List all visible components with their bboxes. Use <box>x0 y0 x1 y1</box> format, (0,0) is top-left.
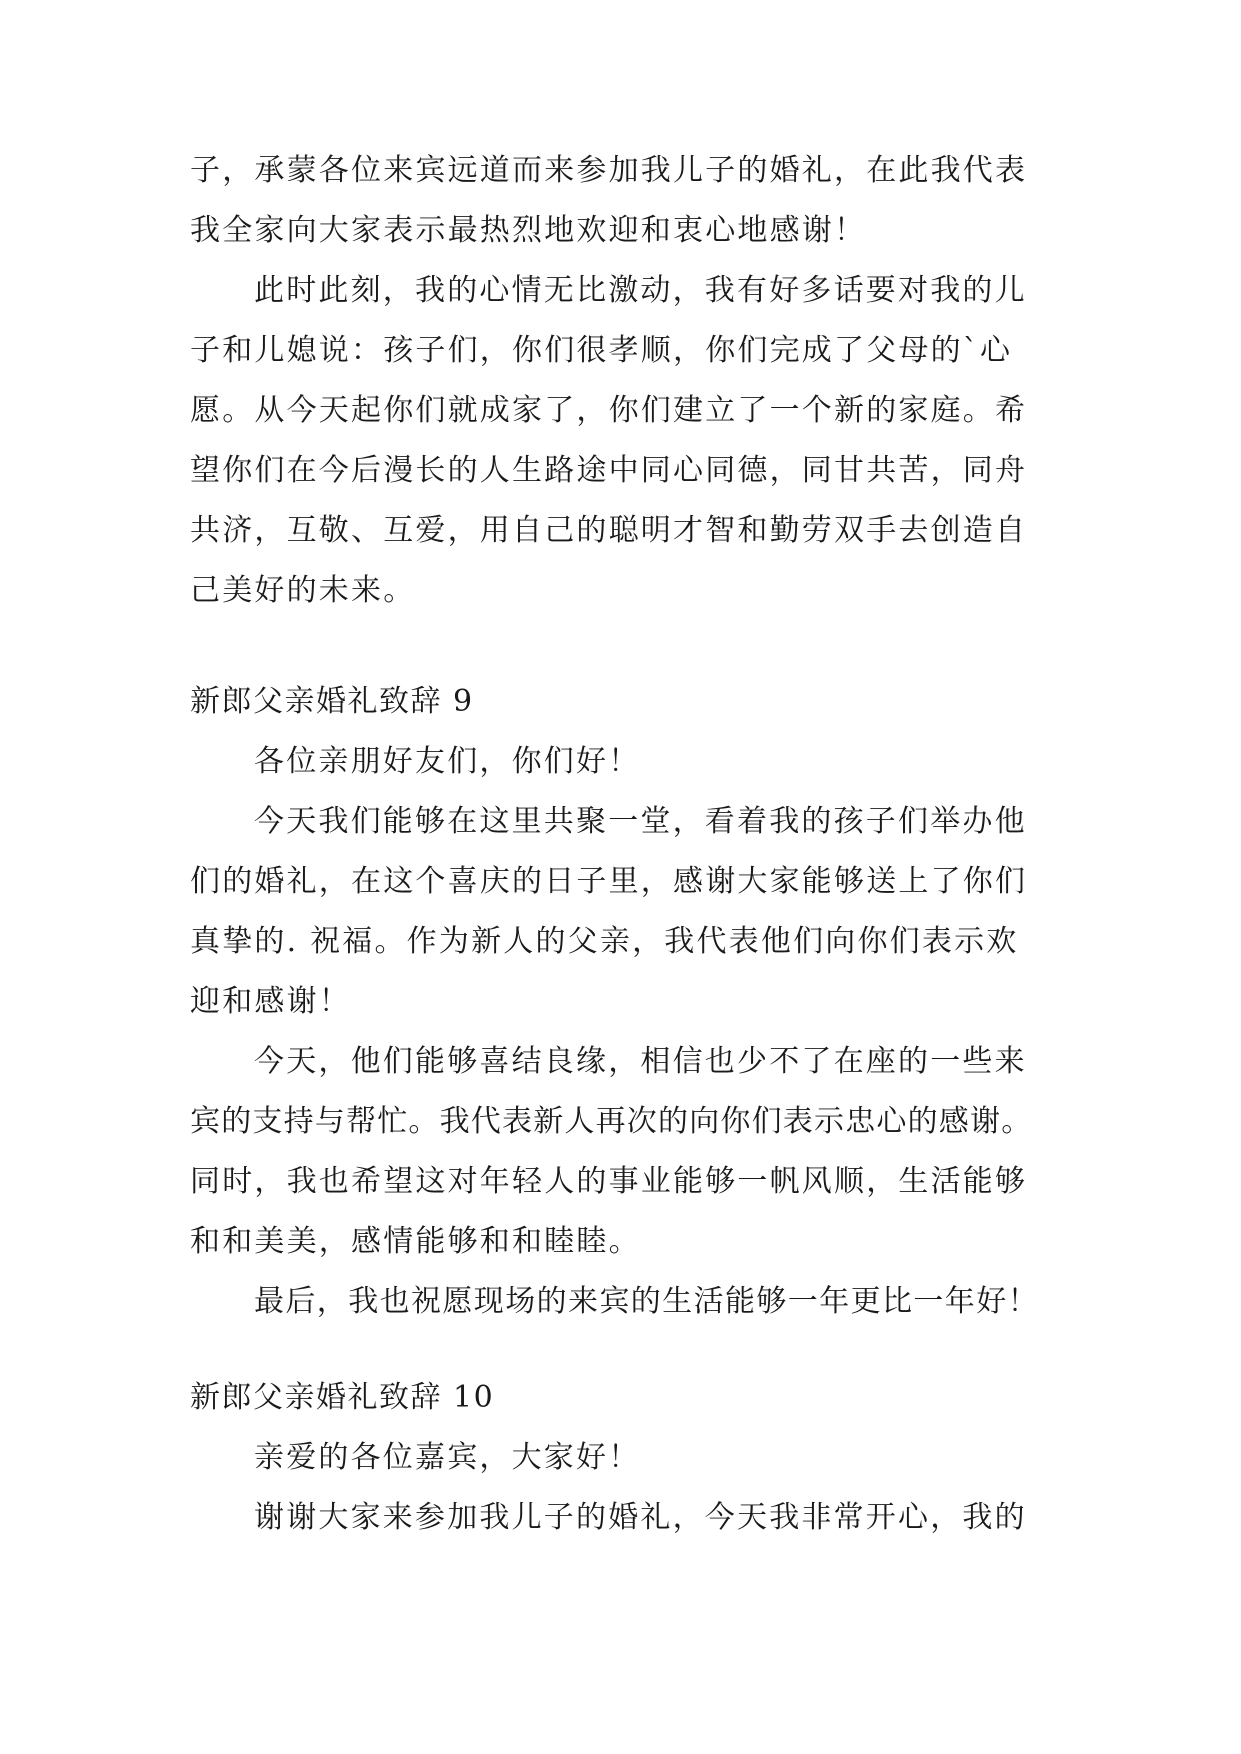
paragraph-line: 望你们在今后漫长的人生路途中同心同德，同甘共苦，同舟 <box>190 453 1028 488</box>
section-heading: 新郎父亲婚礼致辞 10 <box>190 1380 495 1415</box>
section-heading: 新郎父亲婚礼致辞 9 <box>190 684 474 719</box>
paragraph-line: 和和美美，感情能够和和睦睦。 <box>190 1224 641 1259</box>
paragraph-line: 我全家向大家表示最热烈地欢迎和衷心地感谢！ <box>190 213 867 248</box>
paragraph-line: 今天，他们能够喜结良缘，相信也少不了在座的一些来 <box>254 1044 1027 1079</box>
section-heading-9-wrapper <box>190 672 1070 732</box>
paragraph-line: 今天我们能够在这里共聚一堂，看着我的孩子们举办他 <box>254 804 1027 839</box>
paragraph-line: 子，承蒙各位来宾远道而来参加我儿子的婚礼，在此我代表 <box>190 153 1028 188</box>
paragraph-line: 己美好的未来。 <box>190 573 416 608</box>
paragraph-line: 愿。从今天起你们就成家了，你们建立了一个新的家庭。希 <box>190 393 1028 428</box>
paragraph-line: 最后，我也祝愿现场的来宾的生活能够一年更比一年好！ <box>254 1284 1039 1319</box>
speech-8-continuation <box>190 141 1070 621</box>
paragraph-line: 迎和感谢！ <box>190 984 351 1019</box>
paragraph-line: 真挚的. 祝福。作为新人的父亲，我代表他们向你们表示欢 <box>190 924 1019 959</box>
paragraph-line: 谢谢大家来参加我儿子的婚礼，今天我非常开心，我的 <box>254 1500 1027 1535</box>
paragraph-line: 们的婚礼，在这个喜庆的日子里，感谢大家能够送上了你们 <box>190 864 1028 899</box>
section-heading-10-wrapper <box>190 1368 1070 1428</box>
paragraph-line: 宾的支持与帮忙。我代表新人再次的向你们表示忠心的感谢。 <box>190 1104 1033 1139</box>
paragraph-line: 同时，我也希望这对年轻人的事业能够一帆风顺，生活能够 <box>190 1164 1028 1199</box>
paragraph-line: 共济，互敬、互爱，用自己的聪明才智和勤劳双手去创造自 <box>190 513 1028 548</box>
paragraph-line: 此时此刻，我的心情无比激动，我有好多话要对我的儿 <box>254 273 1027 308</box>
paragraph-line: 亲爱的各位嘉宾，大家好！ <box>254 1440 641 1475</box>
paragraph-line: 子和儿媳说：孩子们，你们很孝顺，你们完成了父母的`心 <box>190 333 1013 368</box>
speech-9 <box>190 732 1070 1332</box>
speech-10 <box>190 1428 1070 1548</box>
paragraph-line: 各位亲朋好友们，你们好！ <box>254 744 641 779</box>
